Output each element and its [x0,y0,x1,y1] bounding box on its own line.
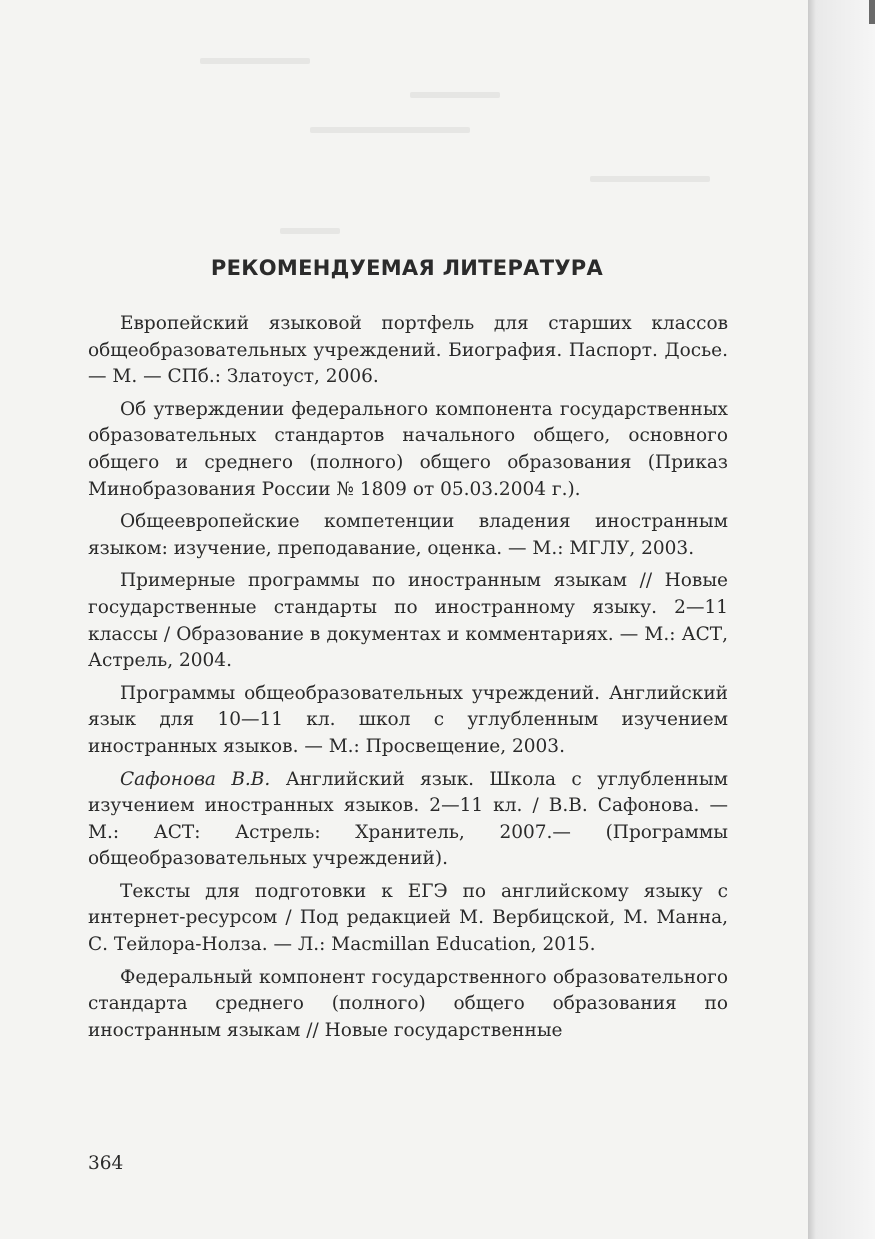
bibliography-entry [88,681,728,761]
bleed-through-mark [590,176,710,182]
bibliography-list [88,311,728,1050]
bleed-through-mark [310,127,470,133]
entry-text-separator [270,769,285,790]
scan-edge-mark [869,0,875,24]
entry-text: Английский язык. Школа с углубленным изучением иностранных языков. 2—11 кл. / В.В. Сафонова. — М.: АСТ: Астрель: Хранитель, 2007.— (Программы общеобразовательных учреждений). [88,768,729,870]
bibliography-entry [88,311,728,391]
bleed-through-mark [200,58,310,64]
bibliography-entry [88,509,728,562]
bleed-through-mark [410,92,500,98]
entry-text: Примерные программы по иностранным языкам // Новые государственные стандарты по иностранному языку. 2—11 классы / Образование в документах и комментариях. — М.: АСТ, Астрель, 2004. [88,570,728,672]
bibliography-entry [88,879,728,959]
bleed-through-mark [280,228,340,234]
entry-text: Федеральный компонент государственного образовательного стандарта среднего (полного) общего образования по иностранным языкам // Новые государственные [88,966,728,1041]
page-number: 364 [88,1153,124,1174]
entry-text: Программы общеобразовательных учреждений. Английский язык для 10—11 кл. школ с углубленным изучением иностранных языков. — М.: Просвещение, 2003. [88,682,728,757]
entry-text: Европейский языковой портфель для старших классов общеобразовательных учреждений. Биография. Паспорт. Досье. — М. — СПб.: Златоуст, 2006. [88,313,728,388]
bibliography-entry [88,568,728,674]
bibliography-entry [88,767,728,873]
entry-author: Сафонова В.В. [120,768,271,790]
bibliography-entry [88,397,728,503]
entry-text: Об утверждении федерального компонента государственных образовательных стандартов начального общего, основного общего и среднего (полного) общего образования (Приказ Минобразования России № 1809 от 05.03.2004 г.). [88,398,728,500]
facing-page-edge [808,0,875,1239]
entry-text: Тексты для подготовки к ЕГЭ по английскому языку с интернет-ресурсом / Под редакцией М. Вербицской, М. Манна, С. Тейлора-Нолза. — Л.: Macmillan Education, 2015. [88,880,728,956]
bibliography-entry [88,965,728,1045]
page-title: РЕКОМЕНДУЕМАЯ ЛИТЕРАТУРА [210,256,604,280]
entry-text: Общеевропейские компетенции владения иностранным языком: изучение, преподавание, оценка. — М.: МГЛУ, 2003. [88,511,728,559]
